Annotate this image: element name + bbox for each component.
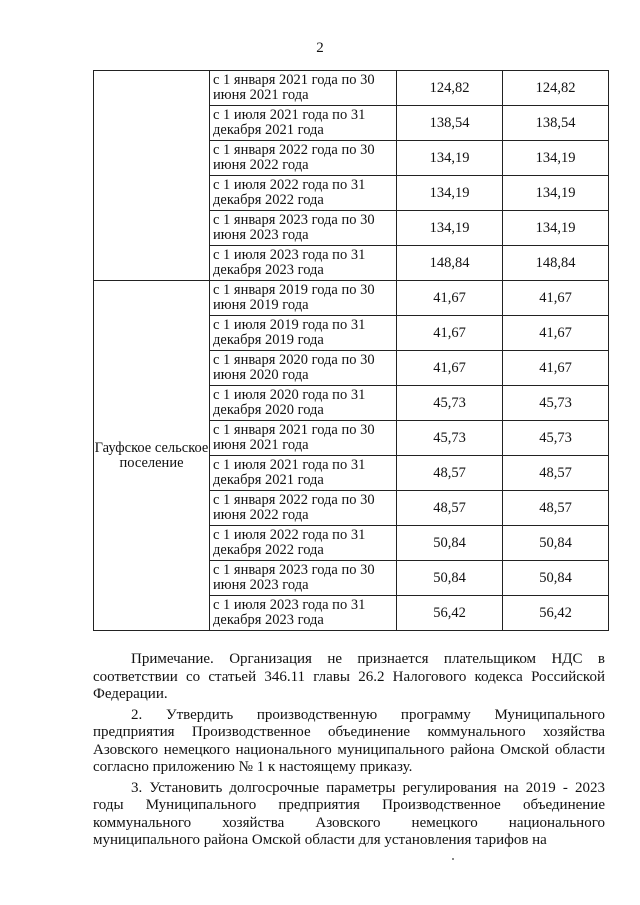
table-row — [94, 71, 609, 106]
tariff-value-cell: 41,67 — [397, 281, 503, 316]
item-3-paragraph: 3. Установить долгосрочные параметры регулирования на 2019 - 2023 годы Муниципального предприятия Производственное объединение коммунального хозяйства Азовского немецкого национального муниципального района Омской области для установления тарифов на — [93, 779, 605, 848]
tariff-value-cell: 41,67 — [503, 351, 609, 386]
region-cell — [94, 71, 210, 281]
tariff-value-cell: 41,67 — [397, 316, 503, 351]
tariff-value-cell: 56,42 — [503, 596, 609, 631]
item-2-paragraph: 2. Утвердить производственную программу Муниципального предприятия Производственное объединение коммунального хозяйства Азовского немецкого национального муниципального района Омской области согласно приложению № 1 к настоящему приказу. — [93, 706, 605, 775]
note-paragraph: Примечание. Организация не признается плательщиком НДС в соответствии со статьей 346.11 главы 26.2 Налогового кодекса Российской Федерации. — [93, 651, 605, 702]
period-cell: с 1 июля 2021 года по 31 декабря 2021 года — [210, 456, 397, 491]
tariff-table — [93, 70, 609, 631]
tariff-value-cell: 50,84 — [503, 561, 609, 596]
period-cell: с 1 июля 2023 года по 31 декабря 2023 года — [210, 596, 397, 631]
period-cell: с 1 января 2023 года по 30 июня 2023 года — [210, 561, 397, 596]
tariff-value-cell: 45,73 — [397, 421, 503, 456]
tariff-value-cell: 138,54 — [503, 106, 609, 141]
period-cell: с 1 июля 2022 года по 31 декабря 2022 года — [210, 526, 397, 561]
period-cell: с 1 июля 2022 года по 31 декабря 2022 года — [210, 176, 397, 211]
period-cell: с 1 января 2021 года по 30 июня 2021 года — [210, 421, 397, 456]
tariff-value-cell: 45,73 — [503, 421, 609, 456]
tariff-value-cell: 48,57 — [503, 491, 609, 526]
tariff-table-body — [94, 71, 609, 631]
tariff-value-cell: 41,67 — [397, 351, 503, 386]
period-cell: с 1 июля 2019 года по 31 декабря 2019 года — [210, 316, 397, 351]
period-cell: с 1 июля 2020 года по 31 декабря 2020 года — [210, 386, 397, 421]
tariff-value-cell: 148,84 — [503, 246, 609, 281]
document-text — [93, 651, 605, 850]
tariff-value-cell: 50,84 — [397, 526, 503, 561]
period-cell: с 1 января 2019 года по 30 июня 2019 года — [210, 281, 397, 316]
period-cell: с 1 января 2020 года по 30 июня 2020 года — [210, 351, 397, 386]
tariff-value-cell: 134,19 — [503, 176, 609, 211]
tariff-value-cell: 134,19 — [397, 141, 503, 176]
page-number: 2 — [316, 40, 324, 56]
tariff-value-cell: 45,73 — [397, 386, 503, 421]
tariff-value-cell: 138,54 — [397, 106, 503, 141]
region-cell: Гауфское сельское поселение — [94, 281, 210, 631]
tariff-value-cell: 56,42 — [397, 596, 503, 631]
tariff-value-cell: 124,82 — [397, 71, 503, 106]
tariff-value-cell: 134,19 — [503, 141, 609, 176]
period-cell: с 1 июля 2021 года по 31 декабря 2021 года — [210, 106, 397, 141]
tariff-value-cell: 134,19 — [397, 211, 503, 246]
tariff-value-cell: 45,73 — [503, 386, 609, 421]
tariff-value-cell: 124,82 — [503, 71, 609, 106]
tariff-value-cell: 48,57 — [503, 456, 609, 491]
tariff-value-cell: 48,57 — [397, 491, 503, 526]
tariff-value-cell: 148,84 — [397, 246, 503, 281]
tariff-value-cell: 48,57 — [397, 456, 503, 491]
scan-artifact — [452, 858, 454, 860]
tariff-value-cell: 41,67 — [503, 281, 609, 316]
period-cell: с 1 января 2023 года по 30 июня 2023 года — [210, 211, 397, 246]
period-cell: с 1 января 2022 года по 30 июня 2022 года — [210, 491, 397, 526]
tariff-value-cell: 50,84 — [503, 526, 609, 561]
period-cell: с 1 июля 2023 года по 31 декабря 2023 года — [210, 246, 397, 281]
table-row — [94, 281, 609, 316]
period-cell: с 1 января 2022 года по 30 июня 2022 года — [210, 141, 397, 176]
period-cell: с 1 января 2021 года по 30 июня 2021 года — [210, 71, 397, 106]
tariff-value-cell: 50,84 — [397, 561, 503, 596]
tariff-value-cell: 134,19 — [503, 211, 609, 246]
tariff-value-cell: 41,67 — [503, 316, 609, 351]
tariff-value-cell: 134,19 — [397, 176, 503, 211]
